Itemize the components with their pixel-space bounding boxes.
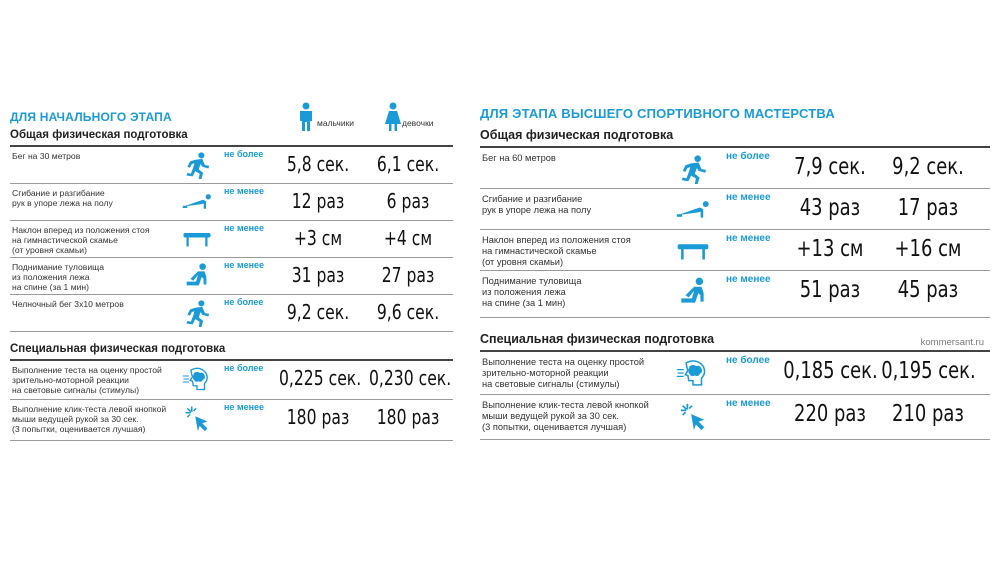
situp-icon xyxy=(182,262,212,290)
exercise-label: Выполнение теста на оценку простой зрительно-моторной реакции на световые сигналы (стимулы) xyxy=(482,357,645,389)
situp-icon xyxy=(676,277,710,307)
table-row xyxy=(10,258,453,295)
condition-label: не менее xyxy=(726,233,771,244)
boys-value: 51 раз xyxy=(799,277,861,303)
bench-icon xyxy=(182,225,212,253)
condition-label: не более xyxy=(224,149,264,159)
exercise-label: Поднимание туловища из положения лежа на спине (за 1 мин) xyxy=(12,262,104,292)
condition-label: не более xyxy=(726,151,770,162)
initial-stage-title: ДЛЯ НАЧАЛЬНОГО ЭТАПА xyxy=(10,110,172,124)
pushup-icon xyxy=(676,195,710,225)
table-row xyxy=(480,395,990,440)
table-row xyxy=(480,189,990,230)
brain-head-icon xyxy=(676,358,710,388)
exercise-label: Выполнение клик-теста левой кнопкой мыши ведущей рукой за 30 сек. (3 попытки, оценивается лучшая) xyxy=(12,404,167,434)
source-credit: kommersant.ru xyxy=(920,337,984,348)
girls-value: 9,2 сек. xyxy=(892,154,964,180)
bench-icon xyxy=(676,236,710,266)
condition-label: не менее xyxy=(224,186,265,196)
condition-label: не менее xyxy=(726,274,771,285)
right-special-title: Специальная физическая подготовка kommersant.ru xyxy=(480,328,990,352)
exercise-label: Поднимание туловища из положения лежа на спине (за 1 мин) xyxy=(482,276,582,308)
table-row xyxy=(10,361,453,400)
girls-value: 9,6 сек. xyxy=(376,300,440,324)
brain-head-icon xyxy=(182,365,212,393)
pushup-icon xyxy=(676,195,710,225)
exercise-label: Челночный бег 3х10 метров xyxy=(12,299,124,309)
bench-icon xyxy=(182,225,212,253)
elite-stage-panel xyxy=(480,104,990,440)
running-icon xyxy=(182,299,212,327)
girls-value: 0,230 сек. xyxy=(369,366,452,390)
left-general-title: Общая физическая подготовка xyxy=(10,126,453,147)
table-row xyxy=(10,221,453,258)
cursor-click-icon xyxy=(182,404,212,432)
girls-value: 27 раз xyxy=(381,263,435,287)
running-icon xyxy=(182,151,212,179)
exercise-label: Наклон вперед из положения стоя на гимнастической скамье (от уровня скамьи) xyxy=(12,225,150,255)
running-icon xyxy=(182,299,212,327)
boys-value: 7,9 сек. xyxy=(794,154,866,180)
cursor-click-icon xyxy=(676,401,710,431)
left-special-title: Специальная физическая подготовка xyxy=(10,340,453,361)
brain-head-icon xyxy=(182,365,212,393)
brain-head-icon xyxy=(676,358,710,388)
girls-label: девочки xyxy=(402,118,434,128)
exercise-label: Выполнение теста на оценку простой зрительно-моторной реакции на световые сигналы (стимулы) xyxy=(12,365,162,395)
boys-value: 43 раз xyxy=(799,195,861,221)
table-row xyxy=(480,148,990,189)
condition-label: не более xyxy=(224,297,264,307)
condition-label: не менее xyxy=(224,402,265,412)
boys-value: +3 см xyxy=(293,226,343,250)
exercise-label: Бег на 60 метров xyxy=(482,153,556,163)
pushup-icon xyxy=(182,188,212,216)
exercise-label: Сгибание и разгибание рук в упоре лежа на полу xyxy=(482,194,592,215)
condition-label: не более xyxy=(224,363,264,373)
boys-value: +13 см xyxy=(796,236,864,262)
running-icon xyxy=(676,154,710,184)
table-row xyxy=(10,184,453,221)
cursor-click-icon xyxy=(182,404,212,432)
table-row xyxy=(10,400,453,441)
pushup-icon xyxy=(182,188,212,216)
exercise-label: Выполнение клик-теста левой кнопкой мыши ведущей рукой за 30 сек. (3 попытки, оценивается лучшая) xyxy=(482,400,649,432)
table-row xyxy=(10,147,453,184)
table-row xyxy=(480,230,990,271)
situp-icon xyxy=(182,262,212,290)
boys-value: 0,185 сек. xyxy=(783,358,878,384)
girls-value: 6 раз xyxy=(386,189,430,213)
girls-value: 45 раз xyxy=(897,277,959,303)
cursor-click-icon xyxy=(676,401,710,431)
condition-label: не менее xyxy=(224,223,265,233)
exercise-label: Сгибание и разгибание рук в упоре лежа на полу xyxy=(12,188,113,208)
girls-value: 0,195 сек. xyxy=(881,358,976,384)
boys-value: 180 раз xyxy=(286,405,350,429)
boys-value: 31 раз xyxy=(291,263,345,287)
running-icon xyxy=(182,151,212,179)
elite-stage-title: ДЛЯ ЭТАПА ВЫСШЕГО СПОРТИВНОГО МАСТЕРСТВА xyxy=(480,106,835,121)
girls-value: +4 см xyxy=(383,226,433,250)
boys-value: 9,2 сек. xyxy=(286,300,350,324)
girls-value: 6,1 сек. xyxy=(376,152,440,176)
running-icon xyxy=(676,154,710,184)
condition-label: не менее xyxy=(726,398,771,409)
exercise-label: Наклон вперед из положения стоя на гимнастической скамье (от уровня скамьи) xyxy=(482,235,631,267)
girls-value: +16 см xyxy=(894,236,962,262)
table-row xyxy=(480,271,990,318)
exercise-label: Бег на 30 метров xyxy=(12,151,81,161)
boys-value: 220 раз xyxy=(794,401,866,427)
boys-value: 0,225 сек. xyxy=(279,366,362,390)
girls-value: 180 раз xyxy=(376,405,440,429)
initial-stage-panel xyxy=(10,108,453,441)
girls-value: 17 раз xyxy=(897,195,959,221)
condition-label: не более xyxy=(726,355,770,366)
boys-value: 5,8 сек. xyxy=(286,152,350,176)
situp-icon xyxy=(676,277,710,307)
boys-label: мальчики xyxy=(317,118,355,128)
boys-value: 12 раз xyxy=(291,189,345,213)
girls-value: 210 раз xyxy=(892,401,964,427)
table-row xyxy=(480,352,990,395)
condition-label: не менее xyxy=(224,260,265,270)
condition-label: не менее xyxy=(726,192,771,203)
right-general-title: Общая физическая подготовка xyxy=(480,124,990,148)
bench-icon xyxy=(676,236,710,266)
table-row xyxy=(10,295,453,332)
